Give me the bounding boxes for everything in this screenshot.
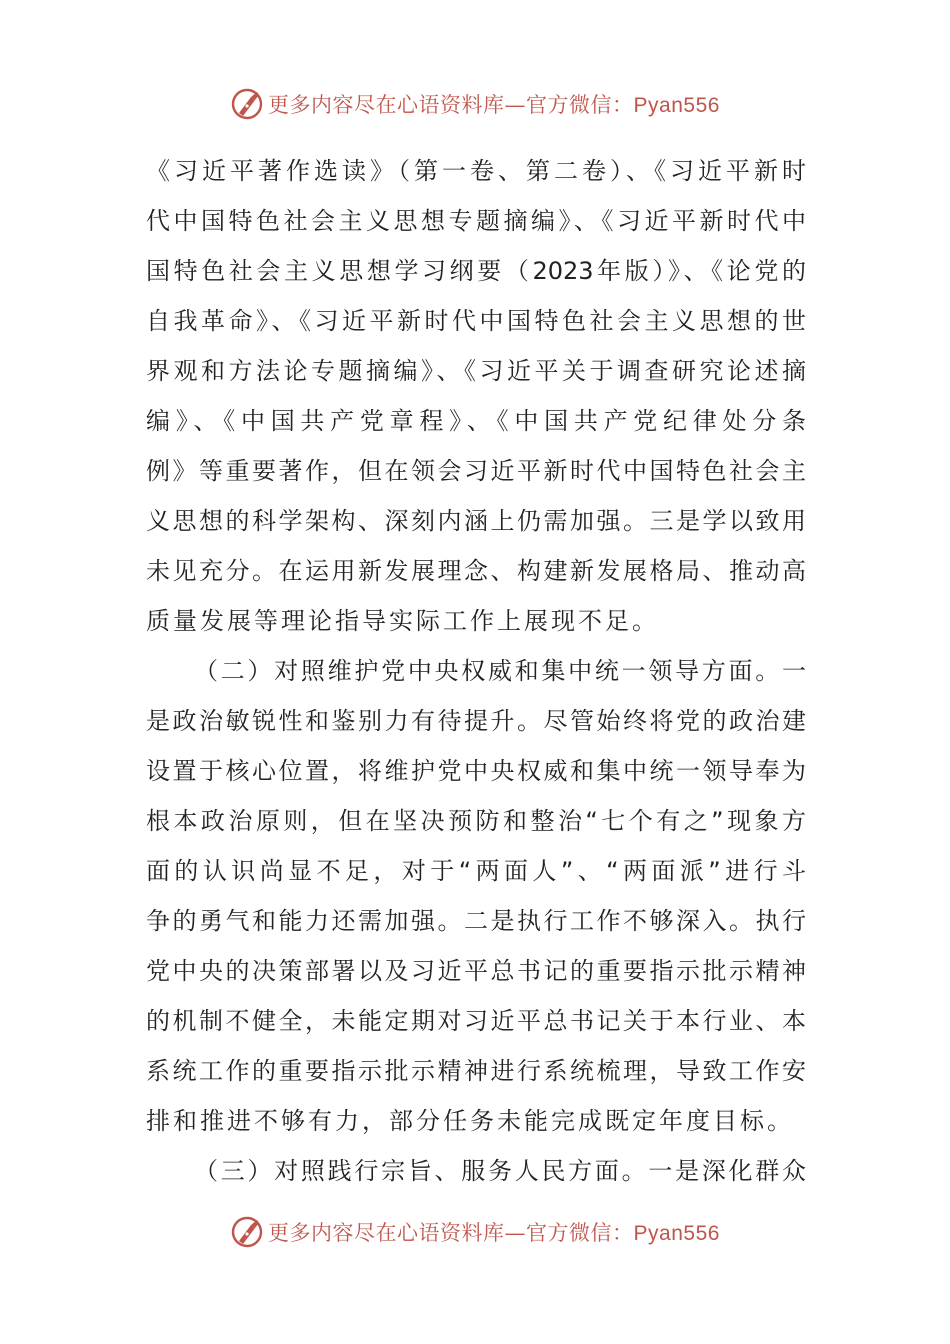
body-line-12: 是政治敏锐性和鉴别力有待提升。尽管始终将党的政治建: [146, 707, 806, 735]
body-line-20: 排和推进不够有力，部分任务未能完成既定年度目标。: [146, 1107, 794, 1135]
body-line-17: 党中央的决策部署以及习近平总书记的重要指示批示精神: [146, 957, 806, 985]
body-line-16: 争的勇气和能力还需加强。二是执行工作不够深入。执行: [146, 907, 806, 935]
watermark-header: [0, 84, 950, 124]
body-line-7: 例》等重要著作，但在领会习近平新时代中国特色社会主: [146, 457, 806, 485]
body-line-13: 设置于核心位置，将维护党中央权威和集中统一领导奉为: [146, 757, 806, 785]
watermark-wechat-id: Pyan556: [633, 94, 720, 117]
body-line-8: 义思想的科学架构、深刻内涵上仍需加强。三是学以致用: [146, 507, 806, 535]
body-line-14: 根本政治原则，但在坚决预防和整治“七个有之”现象方: [146, 807, 806, 835]
body-line-2: 代中国特色社会主义思想专题摘编》、《习近平新时代中: [146, 207, 806, 235]
body-line-9: 未见充分。在运用新发展理念、构建新发展格局、推动高: [146, 557, 806, 585]
section-heading-3: （三）对照践行宗旨、服务人民方面。一是深化群众: [194, 1157, 806, 1185]
pen-nib-logo-icon: [230, 87, 264, 121]
body-line-4: 自我革命》、《习近平新时代中国特色社会主义思想的世: [146, 307, 806, 335]
body-line-5: 界观和方法论专题摘编》、《习近平关于调查研究论述摘: [146, 357, 806, 385]
body-line-1: 《习近平著作选读》（第一卷、第二卷）、《习近平新时: [146, 157, 806, 185]
watermark-text: 更多内容尽在心语资料库—官方微信：Pyan556: [268, 1221, 720, 1245]
watermark-footer: [0, 1212, 950, 1252]
body-line-19: 系统工作的重要指示批示精神进行系统梳理，导致工作安: [146, 1057, 806, 1085]
body-line-6: 编》、《中国共产党章程》、《中国共产党纪律处分条: [146, 407, 806, 435]
section-heading-2: （二）对照维护党中央权威和集中统一领导方面。一: [194, 657, 806, 685]
pen-nib-logo-icon: [230, 1215, 264, 1249]
watermark-wechat-id: Pyan556: [633, 1222, 720, 1245]
body-line-10: 质量发展等理论指导实际工作上展现不足。: [146, 607, 659, 635]
document-body: [146, 146, 806, 1196]
body-line-3: 国特色社会主义思想学习纲要（2023年版）》、《论党的: [146, 257, 806, 285]
watermark-text: 更多内容尽在心语资料库—官方微信：Pyan556: [268, 93, 720, 117]
body-line-15: 面的认识尚显不足，对于“两面人”、“两面派”进行斗: [146, 857, 806, 885]
body-line-18: 的机制不健全，未能定期对习近平总书记关于本行业、本: [146, 1007, 806, 1035]
